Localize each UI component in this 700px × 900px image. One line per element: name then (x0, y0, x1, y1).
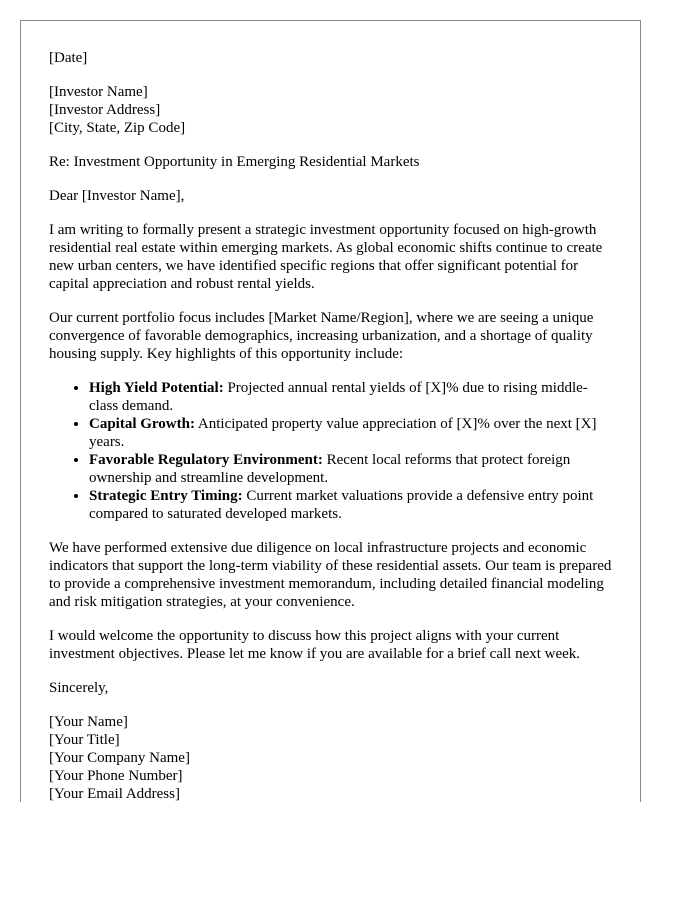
salutation: Dear [Investor Name], (49, 188, 185, 204)
list-item (89, 487, 612, 523)
list-item (89, 415, 612, 451)
highlight-label: Strategic Entry Timing: (89, 488, 243, 504)
list-item (89, 379, 612, 415)
highlight-label: Capital Growth: (89, 416, 195, 432)
highlight-text: Projected annual rental yields of [X]% due to rising middle-class demand. (89, 380, 588, 414)
list-item (89, 451, 612, 487)
sender-phone: [Your Phone Number] (49, 768, 183, 784)
closing-paragraph: I would welcome the opportunity to discuss how this project aligns with your current investment objectives. Please let me know if you are available for a brief call next week. (49, 628, 581, 662)
highlights-list (49, 379, 612, 523)
intro-paragraph: I am writing to formally present a strategic investment opportunity focused on high-growth residential real estate within emerging markets. As global economic shifts continue to create new urban centers, we have identified specific regions that offer significant potential for capital appreciation and robust rental yields. (49, 222, 603, 292)
letter-page (20, 20, 641, 802)
sender-company: [Your Company Name] (49, 750, 190, 766)
signoff: Sincerely, (49, 680, 109, 696)
portfolio-paragraph: Our current portfolio focus includes [Market Name/Region], where we are seeing a unique convergence of favorable demographics, increasing urbanization, and a shortage of quality housing supply. Key highlights of this opportunity include: (49, 310, 594, 362)
highlight-label: Favorable Regulatory Environment: (89, 452, 323, 468)
recipient-address-block (49, 83, 612, 137)
sender-signature-block (49, 713, 612, 803)
recipient-city: [City, State, Zip Code] (49, 120, 186, 136)
sender-title: [Your Title] (49, 732, 120, 748)
highlight-text: Recent local reforms that protect foreign ownership and streamline development. (89, 452, 571, 486)
subject-line: Re: Investment Opportunity in Emerging Residential Markets (49, 154, 420, 170)
diligence-paragraph: We have performed extensive due diligence on local infrastructure projects and economic indicators that support the long-term viability of these residential assets. Our team is prepared to provide a comprehensive investment memorandum, including detailed financial modeling and risk mitigation strategies, at your convenience. (49, 540, 612, 610)
sender-name: [Your Name] (49, 714, 128, 730)
highlight-text: Current market valuations provide a defensive entry point compared to saturated developed markets. (89, 488, 594, 522)
highlight-label: High Yield Potential: (89, 380, 224, 396)
sender-email: [Your Email Address] (49, 786, 180, 802)
recipient-name: [Investor Name] (49, 84, 148, 100)
recipient-address: [Investor Address] (49, 102, 161, 118)
date-line: [Date] (49, 50, 88, 66)
highlight-text: Anticipated property value appreciation of [X]% over the next [X] years. (89, 416, 597, 450)
